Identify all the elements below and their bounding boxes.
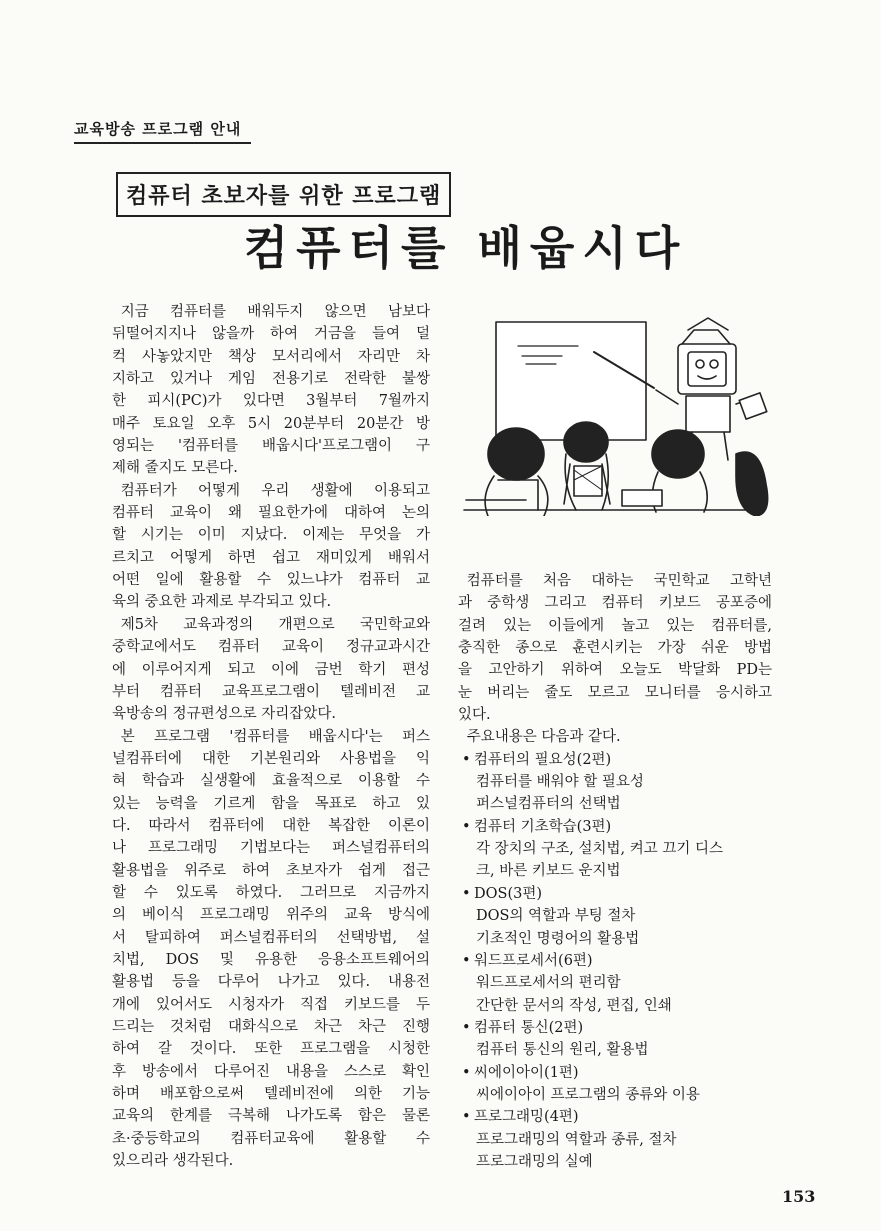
body-text-line: 하며 배포함으로써 텔레비전에 의한 기능 [112,1086,430,1103]
contents-item-detail: 크, 바른 키보드 운지법 [476,863,621,880]
body-text-line: 을 고안하기 위하여 오늘도 박달화 PD는 [458,662,772,679]
page-number: 153 [782,1187,816,1206]
body-text-line: 하여 갈 것이다. 또한 프로그램을 시청한 [112,1041,430,1058]
body-text-line: 뒤떨어지지나 않을까 하여 거금을 들여 덜 [112,326,430,343]
body-text-line: 활용법 등을 다루어 나가고 있다. 내용전 [112,974,430,991]
body-text-line: 지금 컴퓨터를 배워두지 않으면 남보다 [120,304,430,320]
contents-list-item [458,1017,772,1062]
right-column [458,570,772,1173]
contents-list-item [458,1062,772,1107]
contents-list [458,749,772,1174]
body-text-line: 교육의 한계를 극복해 나가도록 함은 물론 [112,1108,430,1125]
body-text-line: 충직한 종으로 훈련시키는 가장 쉬운 방법 [458,640,772,657]
body-text-line: 제해 줄지도 모른다. [112,460,238,477]
body-text-line: 치법, DOS 및 유용한 응용소프트웨어의 [112,951,430,968]
body-text-line: 한 피시(PC)가 있다면 3월부터 7월까지 [112,393,430,410]
body-text-line: 주요내용은 다음과 같다. [466,729,621,746]
contents-item-detail: 프로그래밍의 실예 [476,1153,593,1170]
contents-item-detail: 워드프로세서의 편리함 [476,975,621,992]
body-text-line: 육방송의 정규편성으로 자리잡았다. [112,706,336,723]
body-text-line: 할 시기는 이미 지났다. 이제는 무엇을 가 [112,527,430,544]
body-text-line: 의 베이식 프로그래밍 위주의 교육 방식에 [112,907,430,924]
body-text-line: 다. 따라서 컴퓨터에 대한 복잡한 이론이 [112,817,430,834]
body-text-line: 나 프로그래밍 기법보다는 퍼스널컴퓨터의 [112,840,430,857]
left-column [112,301,430,1172]
body-text-line: 중학교에서도 컴퓨터 교육이 정규교과시간 [112,639,430,656]
contents-item-title: • 컴퓨터의 필요성(2편) [458,749,772,771]
contents-list-item [458,749,772,816]
article-subtitle: 컴퓨터 초보자를 위한 프로그램 [116,172,451,217]
contents-item-detail: 프로그래밍의 역할과 종류, 절차 [476,1131,677,1148]
body-text-line: 지하고 있거나 게임 전용기로 전락한 불쌍 [112,371,430,388]
illustration-robot-teacher [456,304,772,516]
body-text-line: 본 프로그램 '컴퓨터를 배웁시다'는 퍼스 [120,728,430,745]
body-text-line: 컴퓨터가 어떻게 우리 생활에 이용되고 [120,482,430,499]
contents-list-item [458,883,772,950]
contents-list-item [458,950,772,1017]
body-text-line: 육의 중요한 과제로 부각되고 있다. [112,594,332,611]
body-text-line: 있으리라 생각된다. [112,1153,234,1170]
contents-item-title: • 프로그래밍(4편) [458,1106,772,1128]
contents-item-detail: 기초적인 명령어의 활용법 [476,930,640,947]
contents-item-detail: DOS의 역할과 부팅 절차 [476,908,636,925]
body-text-line: 혀 학습과 실생활에 효율적으로 이용할 수 [112,773,430,790]
body-text-line: 제5차 교육과정의 개편으로 국민학교와 [120,616,430,633]
body-text-line: 서 탈피하여 퍼스널컴퓨터의 선택방법, 설 [112,929,430,946]
contents-item-title: • 컴퓨터 통신(2편) [458,1017,772,1039]
body-text-line: 어떤 일에 활용할 수 있느냐가 컴퓨터 교 [112,572,430,589]
chalkboard-shape [496,322,646,440]
contents-item-detail: 퍼스널컴퓨터의 선택법 [476,796,621,813]
body-text-line: 활용법을 위주로 하여 초보자가 쉽게 접근 [112,862,430,879]
body-text-line: 에 이루어지게 되고 이에 금번 학기 편성 [112,661,430,678]
body-text-line: 널컴퓨터에 대한 기본원리와 사용법을 익 [112,750,430,767]
body-text-line: 르치고 어떻게 하면 쉽고 재미있게 배워서 [112,549,430,566]
contents-item-title: • DOS(3편) [458,883,772,905]
article-title: 컴퓨터를 배웁시다 [243,221,688,275]
body-text-line: 드리는 것처럼 대화식으로 차근 차근 진행 [112,1019,430,1035]
body-text-line: 개에 있어서도 시청자가 직접 키보드를 두 [112,996,430,1013]
contents-item-detail: 컴퓨터 통신의 원리, 활용법 [476,1042,649,1059]
body-text-line: 걸려 있는 이들에게 놀고 있는 컴퓨터를, [458,617,772,634]
section-label: 교육방송 프로그램 안내 [74,118,251,144]
body-text-line: 후 방송에서 다루어진 내용을 스스로 확인 [112,1063,430,1080]
contents-item-detail: 각 장치의 구조, 설치법, 켜고 끄기 디스 [476,841,723,858]
body-text-line: 매주 토요일 오후 5시 20분부터 20분간 방 [112,415,430,432]
body-text-line: 있는 능력을 기르게 함을 목표로 하고 있 [112,795,430,812]
contents-item-title: • 컴퓨터 기초학습(3편) [458,816,772,838]
contents-item-detail: 컴퓨터를 배워야 할 필요성 [476,774,644,791]
contents-item-detail: 씨에이아이 프로그램의 종류와 이용 [476,1086,700,1103]
body-text-line: 영되는 '컴퓨터를 배웁시다'프로그램이 구 [112,438,430,455]
body-text-line: 있다. [458,707,491,724]
body-text-line: 부터 컴퓨터 교육프로그램이 텔레비전 교 [112,683,430,700]
body-text-line: 초·중등학교의 컴퓨터교육에 활용할 수 [112,1130,430,1147]
body-text-line: 컴퓨터를 처음 대하는 국민학교 고학년 [466,573,772,589]
body-text-line: 할 수 있도록 하였다. 그러므로 지금까지 [112,884,430,901]
body-text-line: 눈 버리는 줄도 모르고 모니터를 응시하고 [458,684,772,701]
contents-item-detail: 간단한 문서의 작성, 편집, 인쇄 [476,997,672,1014]
contents-list-item [458,816,772,883]
contents-list-item [458,1106,772,1173]
body-text-line: 컥 사놓았지만 책상 모서리에서 자리만 차 [112,348,430,365]
contents-item-title: • 워드프로세서(6편) [458,950,772,972]
body-text-line: 과 중학생 그리고 컴퓨터 키보드 공포증에 [458,595,772,612]
contents-item-title: • 씨에이아이(1편) [458,1062,772,1084]
body-text-line: 컴퓨터 교육이 왜 필요한가에 대하여 논의 [112,505,430,522]
